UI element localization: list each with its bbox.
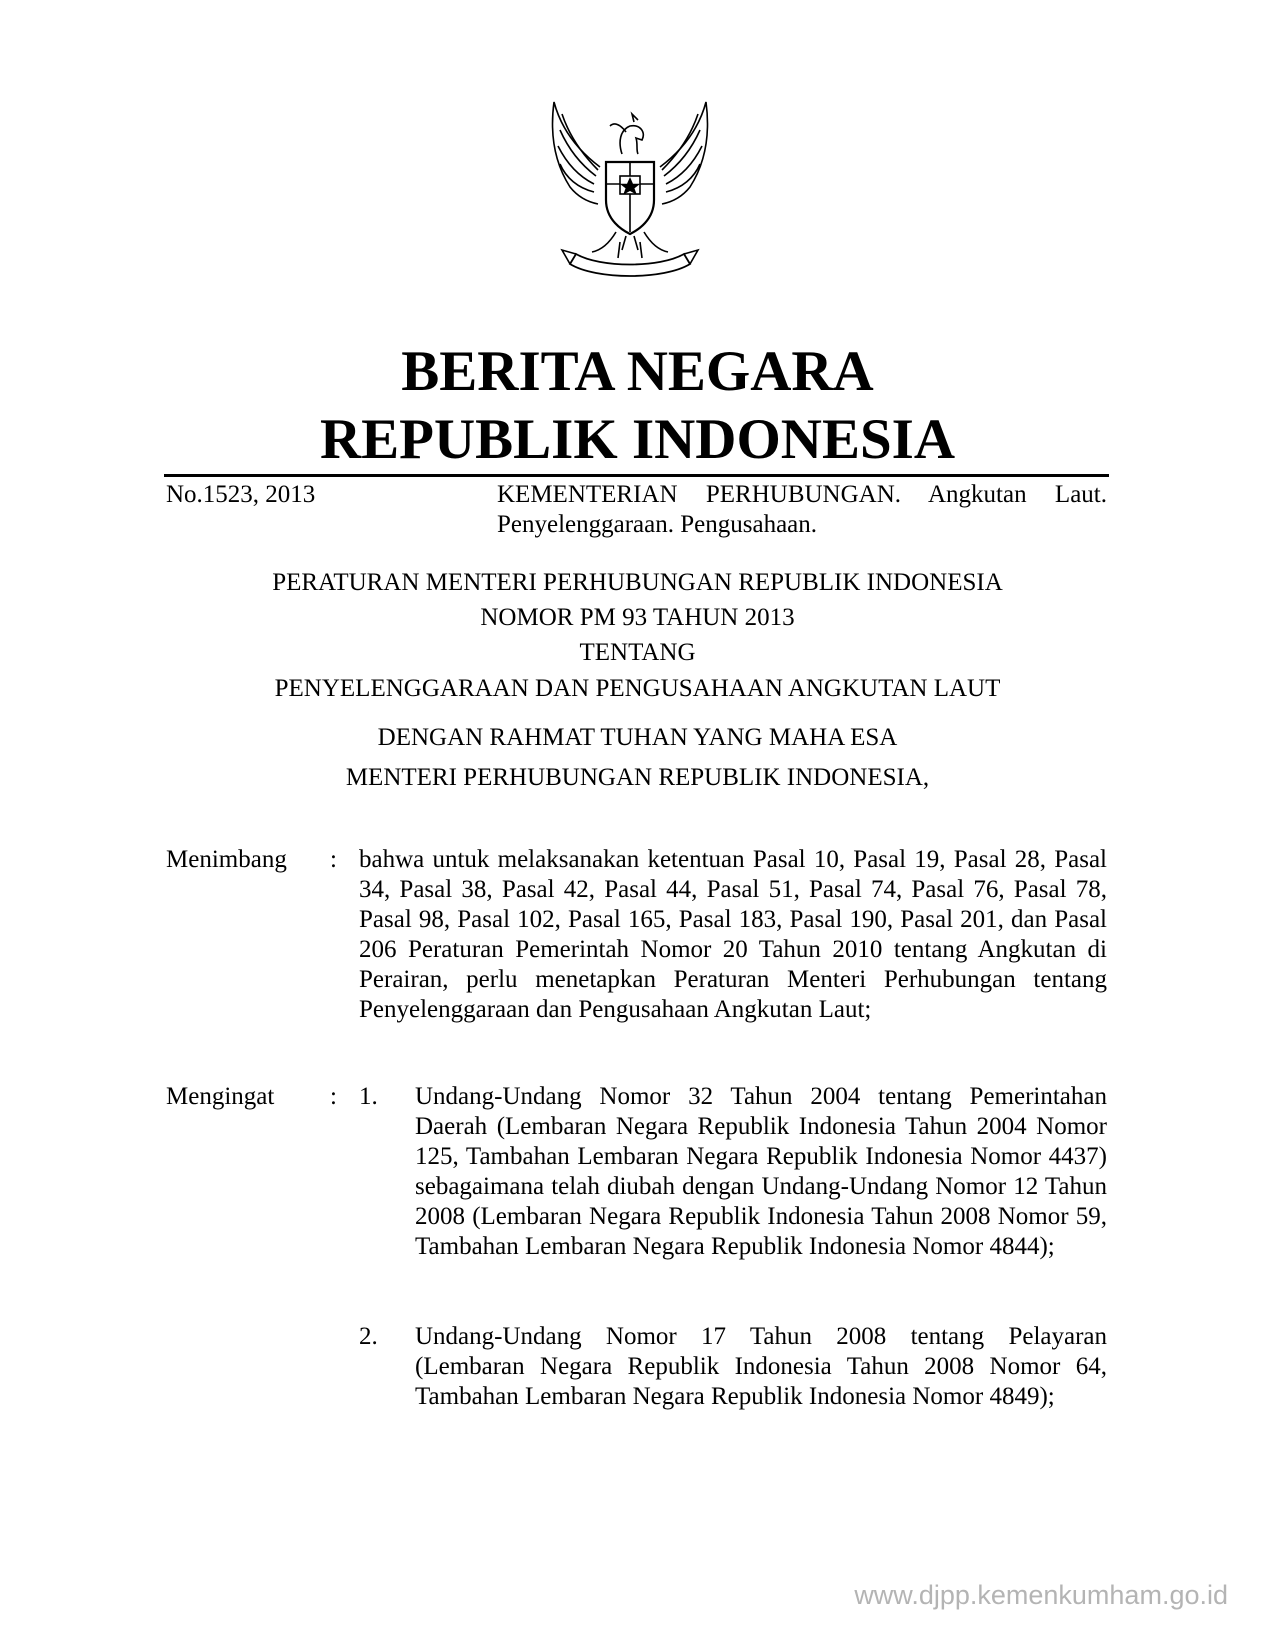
ministry-subject: KEMENTERIAN PERHUBUNGAN. Angkutan Laut. Penyelenggaraan. Pengusahaan. <box>497 481 1107 538</box>
mengingat-item-number: 2. <box>359 1323 378 1350</box>
mengingat-label: Mengingat <box>166 1083 275 1110</box>
regulation-subject: PENYELENGGARAAN DAN PENGUSAHAAN ANGKUTAN LAUT <box>274 675 1001 702</box>
regulation-tentang: TENTANG <box>579 639 696 666</box>
mengingat-item-text: Undang-Undang Nomor 32 Tahun 2004 tentang Pemerintahan Daerah (Lembaran Negara Republik Indonesia Tahun 2004 Nomor 125, Tambahan Lembaran Negara Republik Indonesia Nomor 4437) sebagaimana telah diubah dengan Undang-Undang Nomor 12 Tahun 2008 (Lembaran Negara Republik Indonesia Tahun 2008 Nomor 59, Tambahan Lembaran Negara Republik Indonesia Nomor 4844); <box>415 1083 1107 1260</box>
menimbang-colon: : <box>330 846 337 873</box>
mengingat-item-text: Undang-Undang Nomor 17 Tahun 2008 tentang Pelayaran (Lembaran Negara Republik Indonesia Tahun 2008 Nomor 64, Tambahan Lembaran Negara Republik Indonesia Nomor 4849); <box>415 1323 1107 1410</box>
gazette-title-line-2: REPUBLIK INDONESIA <box>319 408 956 471</box>
regulation-title: PERATURAN MENTERI PERHUBUNGAN REPUBLIK INDONESIA <box>272 569 1003 596</box>
garuda-emblem <box>540 92 720 284</box>
mengingat-item-number: 1. <box>359 1083 378 1110</box>
menimbang-label: Menimbang <box>166 846 287 873</box>
gazette-number: No.1523, 2013 <box>166 481 316 508</box>
menimbang-text: bahwa untuk melaksanakan ketentuan Pasal 10, Pasal 19, Pasal 28, Pasal 34, Pasal 38, Pasal 42, Pasal 44, Pasal 51, Pasal 74, Pasal 76, Pasal 78, Pasal 98, Pasal 102, Pasal 165, Pasal 183, Pasal 190, Pasal 201, dan Pasal 206 Peraturan Pemerintah Nomor 20 Tahun 2010 tentang Angkutan di Perairan, perlu menetapkan Peraturan Menteri Perhubungan tentang Penyelenggaraan dan Pengusahaan Angkutan Laut; <box>359 846 1107 1023</box>
preamble-line-1: DENGAN RAHMAT TUHAN YANG MAHA ESA <box>377 724 898 751</box>
garuda-icon <box>540 92 720 284</box>
website-watermark: www.djpp.kemenkumham.go.id <box>854 1580 1228 1610</box>
mengingat-colon: : <box>330 1083 337 1110</box>
preamble-line-2: MENTERI PERHUBUNGAN REPUBLIK INDONESIA, <box>345 764 930 791</box>
gazette-title-line-1: BERITA NEGARA <box>401 340 874 403</box>
regulation-number: NOMOR PM 93 TAHUN 2013 <box>480 604 795 631</box>
header-divider <box>164 474 1109 477</box>
